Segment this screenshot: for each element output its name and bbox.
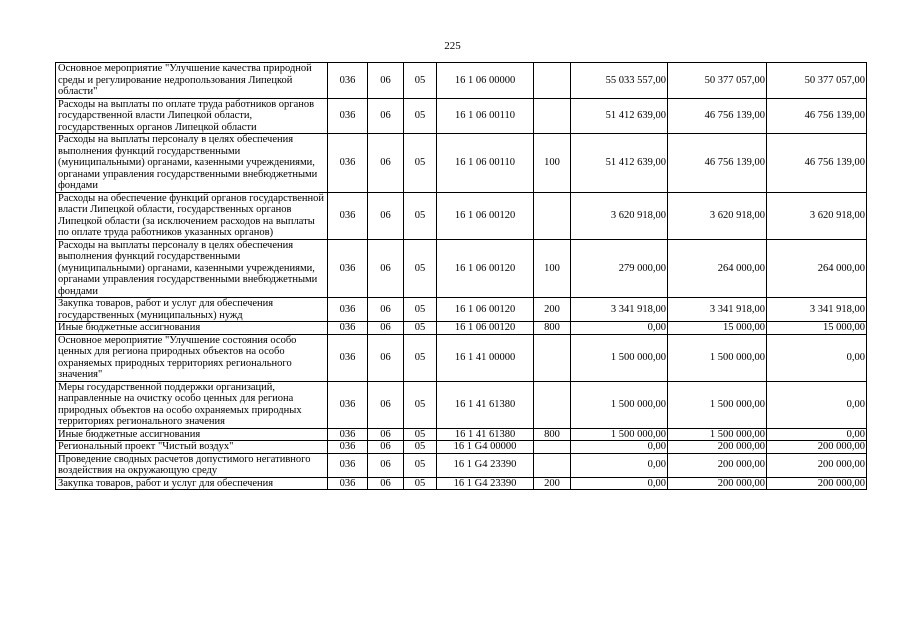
amount-year-2: 200 000,00: [668, 441, 767, 454]
row-name: Основное мероприятие "Улучшение качества природной среды и регулирование недропользования Липецкой области": [56, 63, 328, 99]
table-row: [56, 428, 867, 441]
amount-year-2: 200 000,00: [668, 477, 767, 490]
amount-year-2: 46 756 139,00: [668, 134, 767, 193]
table-row: [56, 298, 867, 322]
subsection-code: 05: [404, 134, 437, 193]
ministry-code: 036: [328, 334, 368, 381]
amount-year-2: 200 000,00: [668, 453, 767, 477]
table-row: [56, 239, 867, 298]
row-name: Расходы на выплаты персоналу в целях обеспечения выполнения функций государственными (муниципальными) органами, казенными учреждениями, органами управления государственными внебюджетными фондами: [56, 239, 328, 298]
amount-year-3: 200 000,00: [767, 477, 867, 490]
subsection-code: 05: [404, 98, 437, 134]
amount-year-3: 46 756 139,00: [767, 98, 867, 134]
table-row: [56, 322, 867, 335]
amount-year-3: 3 341 918,00: [767, 298, 867, 322]
ministry-code: 036: [328, 192, 368, 239]
target-code: 16 1 06 00120: [437, 298, 534, 322]
ministry-code: 036: [328, 381, 368, 428]
subsection-code: 05: [404, 63, 437, 99]
row-name: Проведение сводных расчетов допустимого негативного воздействия на окружающую среду: [56, 453, 328, 477]
expense-type-code: 200: [534, 477, 571, 490]
amount-year-1: 0,00: [571, 477, 668, 490]
expense-type-code: 100: [534, 239, 571, 298]
section-code: 06: [368, 381, 404, 428]
expense-type-code: 800: [534, 322, 571, 335]
amount-year-3: 50 377 057,00: [767, 63, 867, 99]
amount-year-2: 1 500 000,00: [668, 381, 767, 428]
table-row: [56, 98, 867, 134]
section-code: 06: [368, 334, 404, 381]
section-code: 06: [368, 98, 404, 134]
table-row: [56, 334, 867, 381]
target-code: 16 1 06 00120: [437, 192, 534, 239]
amount-year-3: 264 000,00: [767, 239, 867, 298]
ministry-code: 036: [328, 441, 368, 454]
amount-year-1: 0,00: [571, 441, 668, 454]
amount-year-3: 200 000,00: [767, 453, 867, 477]
table-row: [56, 63, 867, 99]
section-code: 06: [368, 298, 404, 322]
table-row: [56, 441, 867, 454]
expense-type-code: [534, 63, 571, 99]
section-code: 06: [368, 477, 404, 490]
subsection-code: 05: [404, 239, 437, 298]
ministry-code: 036: [328, 98, 368, 134]
amount-year-3: 200 000,00: [767, 441, 867, 454]
subsection-code: 05: [404, 381, 437, 428]
amount-year-3: 0,00: [767, 428, 867, 441]
amount-year-1: 3 341 918,00: [571, 298, 668, 322]
target-code: 16 1 G4 23390: [437, 477, 534, 490]
amount-year-3: 3 620 918,00: [767, 192, 867, 239]
row-name: Расходы на выплаты персоналу в целях обеспечения выполнения функций государственными (муниципальными) органами, казенными учреждениями, органами управления государственными внебюджетными фондами: [56, 134, 328, 193]
target-code: 16 1 G4 00000: [437, 441, 534, 454]
section-code: 06: [368, 428, 404, 441]
expense-type-code: [534, 192, 571, 239]
target-code: 16 1 06 00000: [437, 63, 534, 99]
amount-year-3: 0,00: [767, 381, 867, 428]
target-code: 16 1 41 61380: [437, 381, 534, 428]
budget-table: [55, 62, 867, 490]
row-name: Закупка товаров, работ и услуг для обеспечения: [56, 477, 328, 490]
ministry-code: 036: [328, 298, 368, 322]
ministry-code: 036: [328, 322, 368, 335]
row-name: Меры государственной поддержки организаций, направленные на очистку особо ценных для региона природных объектов на особо охраняемых природных территориях регионального значения: [56, 381, 328, 428]
ministry-code: 036: [328, 453, 368, 477]
amount-year-1: 1 500 000,00: [571, 381, 668, 428]
table-row: [56, 192, 867, 239]
amount-year-1: 51 412 639,00: [571, 134, 668, 193]
expense-type-code: 800: [534, 428, 571, 441]
amount-year-2: 3 341 918,00: [668, 298, 767, 322]
amount-year-3: 15 000,00: [767, 322, 867, 335]
section-code: 06: [368, 453, 404, 477]
amount-year-1: 55 033 557,00: [571, 63, 668, 99]
amount-year-1: 1 500 000,00: [571, 428, 668, 441]
target-code: 16 1 06 00110: [437, 98, 534, 134]
section-code: 06: [368, 63, 404, 99]
amount-year-3: 46 756 139,00: [767, 134, 867, 193]
expense-type-code: 200: [534, 298, 571, 322]
ministry-code: 036: [328, 134, 368, 193]
row-name: Иные бюджетные ассигнования: [56, 428, 328, 441]
subsection-code: 05: [404, 322, 437, 335]
table-row: [56, 453, 867, 477]
amount-year-1: 0,00: [571, 322, 668, 335]
subsection-code: 05: [404, 477, 437, 490]
ministry-code: 036: [328, 477, 368, 490]
table-row: [56, 134, 867, 193]
amount-year-1: 51 412 639,00: [571, 98, 668, 134]
target-code: 16 1 06 00120: [437, 239, 534, 298]
table-row: [56, 477, 867, 490]
section-code: 06: [368, 441, 404, 454]
amount-year-2: 3 620 918,00: [668, 192, 767, 239]
subsection-code: 05: [404, 298, 437, 322]
expense-type-code: [534, 98, 571, 134]
section-code: 06: [368, 134, 404, 193]
subsection-code: 05: [404, 453, 437, 477]
row-name: Региональный проект "Чистый воздух": [56, 441, 328, 454]
expense-type-code: [534, 453, 571, 477]
row-name: Расходы на обеспечение функций органов государственной власти Липецкой области, государственных органов Липецкой области (за исключением расходов на выплаты по оплате труда работников указанных органов): [56, 192, 328, 239]
target-code: 16 1 06 00120: [437, 322, 534, 335]
row-name: Расходы на выплаты по оплате труда работников органов государственной власти Липецкой области, государственных органов Липецкой области: [56, 98, 328, 134]
ministry-code: 036: [328, 428, 368, 441]
target-code: 16 1 41 00000: [437, 334, 534, 381]
amount-year-2: 46 756 139,00: [668, 98, 767, 134]
ministry-code: 036: [328, 63, 368, 99]
ministry-code: 036: [328, 239, 368, 298]
amount-year-2: 1 500 000,00: [668, 334, 767, 381]
subsection-code: 05: [404, 192, 437, 239]
amount-year-2: 15 000,00: [668, 322, 767, 335]
amount-year-2: 1 500 000,00: [668, 428, 767, 441]
page-number: 225: [444, 40, 461, 52]
subsection-code: 05: [404, 441, 437, 454]
row-name: Закупка товаров, работ и услуг для обеспечения государственных (муниципальных) нужд: [56, 298, 328, 322]
target-code: 16 1 G4 23390: [437, 453, 534, 477]
subsection-code: 05: [404, 428, 437, 441]
section-code: 06: [368, 322, 404, 335]
amount-year-1: 279 000,00: [571, 239, 668, 298]
row-name: Основное мероприятие "Улучшение состояния особо ценных для региона природных объектов на особо охраняемых природных территориях регионального значения": [56, 334, 328, 381]
amount-year-2: 50 377 057,00: [668, 63, 767, 99]
expense-type-code: [534, 441, 571, 454]
row-name: Иные бюджетные ассигнования: [56, 322, 328, 335]
amount-year-1: 0,00: [571, 453, 668, 477]
expense-type-code: [534, 381, 571, 428]
amount-year-1: 1 500 000,00: [571, 334, 668, 381]
subsection-code: 05: [404, 334, 437, 381]
section-code: 06: [368, 192, 404, 239]
amount-year-1: 3 620 918,00: [571, 192, 668, 239]
amount-year-2: 264 000,00: [668, 239, 767, 298]
expense-type-code: [534, 334, 571, 381]
expense-type-code: 100: [534, 134, 571, 193]
amount-year-3: 0,00: [767, 334, 867, 381]
target-code: 16 1 41 61380: [437, 428, 534, 441]
table-row: [56, 381, 867, 428]
target-code: 16 1 06 00110: [437, 134, 534, 193]
section-code: 06: [368, 239, 404, 298]
